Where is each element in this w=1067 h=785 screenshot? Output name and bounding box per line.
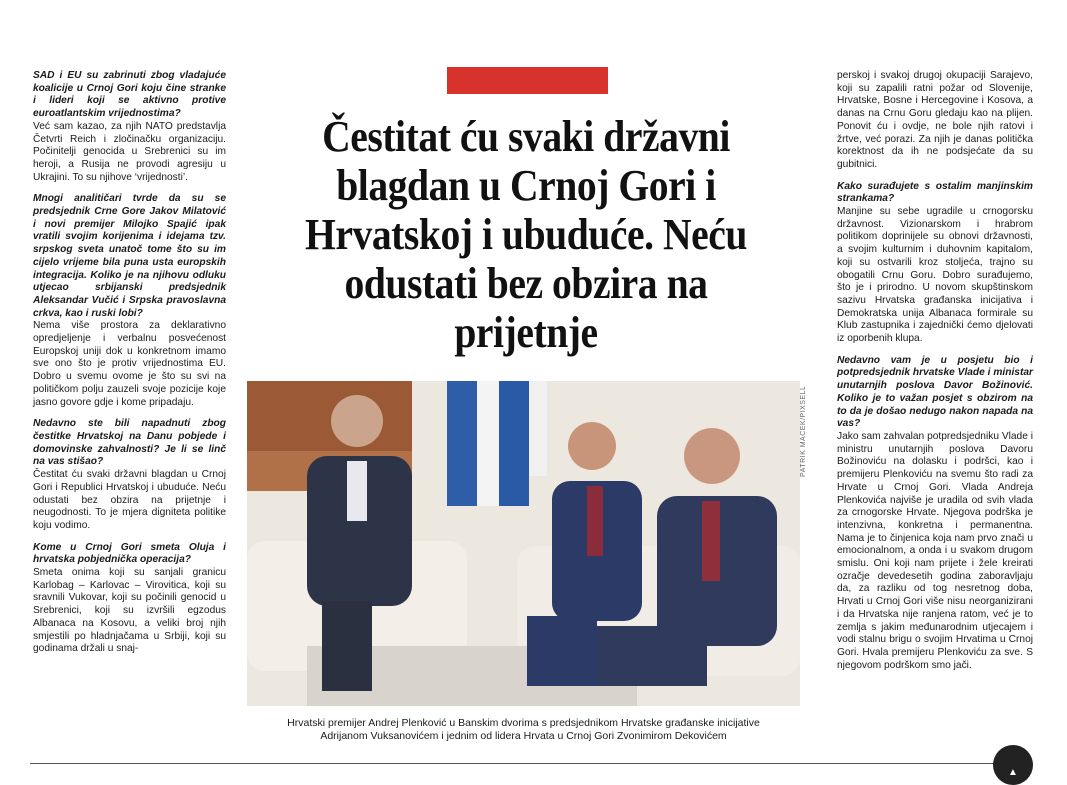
chevron-up-icon: ▲ [1008, 767, 1018, 778]
caption-line: Hrvatski premijer Andrej Plenković u Banskim dvorima s predsjednikom Hrvatske građanske inicijative [287, 717, 760, 729]
answer: Smeta onima koji su sanjali granicu Karlobag – Karlovac – Virovitica, koji su sravnili Vukovar, koji su počinili genocid u Srebrenici, koji su izvršili egzodus Albanaca na Kosovu, a veliki broj njih smjestili po hladnjačama u Srbiji, koji su godinama držali u snaj- [33, 567, 226, 655]
answer: Već sam kazao, za njih NATO predstavlja Četvrti Reich i zločinačku organizaciju. Počinitelji genocida u Srebrenici su im heroji, a Rusija ne provodi agresiju u Ukrajini. To su njihove ‘vrijednosti’. [33, 120, 226, 183]
answer: Nema više prostora za deklarativno opredjeljenje i verbalnu posvećenost Europskoj uniji dok u konkretnom imamo sve ono što je protiv vrijednostima EU. Dobro u svemu ovome je što su svi na političkom polju zauzeli svoje pozicije koje jasno govore gdje i kome pripadaju. [33, 320, 226, 408]
article-photo [247, 381, 800, 706]
scroll-button[interactable] [993, 745, 1033, 785]
answer: Manjine su sebe ugradile u crnogorsku državnost. Vizionarskom i hrabrom politikom doprinijele su obnovi državnosti, a svojim kulturnim i duhovnim kapitalom, koji su ostvarili kroz stoljeća, trajno su obogatili Crnu Goru. Dobro surađujemo, što je i prirodno. U novom skupštinskom sazivu Hrvatska građanska inicijativa i Demokratska unija Albanaca formirale su Klub zastupnika i zajednički ćemo djelovati iz oporbenih klupa. [837, 206, 1033, 345]
headline: Čestitat ću svaki državni blagdan u Crnoj Gori i Hrvatskoj i ubuduće. Neću odustati bez obzira na prijetnje [305, 112, 747, 357]
caption-line: Adrijanom Vuksanovićem i jednim od lidera Hrvata u Crnoj Gori Zvonimirom Dekovićem [320, 730, 727, 742]
accent-bar [447, 67, 608, 94]
question: SAD i EU su zabrinuti zbog vladajuće koalicije u Crnoj Gori koju čine stranke i lideri koji se aktivno protive euroatlantskim vrijednostima? [33, 70, 226, 120]
question: Kome u Crnoj Gori smeta Oluja i hrvatska pobjednička operacija? [33, 541, 226, 566]
answer: perskoj i svakoj drugoj okupaciji Sarajevo, koji su zapalili ratni požar od Slovenije, Hrvatske, Bosne i Hercegovine i Kosova, a danas na Crnu Goru gledaju kao na plijen. Ponovit ću i ovdje, ne bole njih ratovi i žrtve, već porazi. Za njih je danas politička korektnost da ih ne podsjećate da su gubitnici. [837, 70, 1033, 170]
answer: Čestitat ću svaki državni blagdan u Crnoj Gori i Republici Hrvatskoj i ubuduće. Neću odustati bez obzira na prijetnje i neugodnosti. To je mjera digniteta politike koju vodimo. [33, 469, 226, 531]
page-divider [30, 763, 1030, 764]
question: Nedavno ste bili napadnuti zbog čestitke Hrvatskoj na Danu pobjede i domovinske zahvalnosti? Je li se linč na vas stišao? [33, 418, 226, 468]
right-text-column [837, 70, 1033, 681]
photo-caption [247, 717, 800, 743]
answer: Jako sam zahvalan potpredsjedniku Vlade i ministru unutarnjih poslova Davoru Božinoviću na dolasku i podršci, kao i premijeru Plenkoviću na svemu što radi za Hrvate u Crnoj Gori. Vlada Andreja Plenkovića najviše je uradila od svih vlada za crnogorske Hrvate. Njegova podrška je intenzivna, konkretna i permanentna. Nama je to činjenica koja nam prvo znači u emocionalnom, a onda i u svakom drugom smislu. Oni koji nam prijete i žele kreirati ozračje devedesetih godina zaboravljaju da, za razliku od tog nesretnog doba, Hrvati u Crnoj Gori više nisu neorganizirani i da Hrvatska nije ranjena ratom, već je to zemlja s jakim međunarodnim utjecajem i vodi stalnu brigu o svojim Hrvatima u Crnoj Gori. Hvala premijeru Plenkoviću za sve. S njegovom podrškom smo jači. [837, 430, 1033, 671]
question: Kako surađujete s ostalim manjinskim strankama? [837, 180, 1033, 205]
left-text-column [33, 70, 226, 665]
question: Mnogi analitičari tvrde da su se predsjednik Crne Gore Jakov Milatović i novi premijer Milojko Spajić ipak vratili svojim korijenima i idejama tzv. srpskog sveta unatoč tome što su im cijelo vrijeme bila puna usta europskih integracija. Koliko je na njihovu odluku utjecao srbijanski predsjednik Aleksandar Vučić i Srpska pravoslavna crkva, kao i ruski lobi? [33, 193, 226, 319]
question: Nedavno vam je u posjetu bio i potpredsjednik hrvatske Vlade i ministar unutarnjih poslova Davor Božinović. Koliko je to važan posjet s obzirom na to da je došao nedugo nakon napada na vas? [837, 354, 1033, 430]
photo-credit: PATRIK MACEK/PIXSELL [800, 385, 807, 477]
